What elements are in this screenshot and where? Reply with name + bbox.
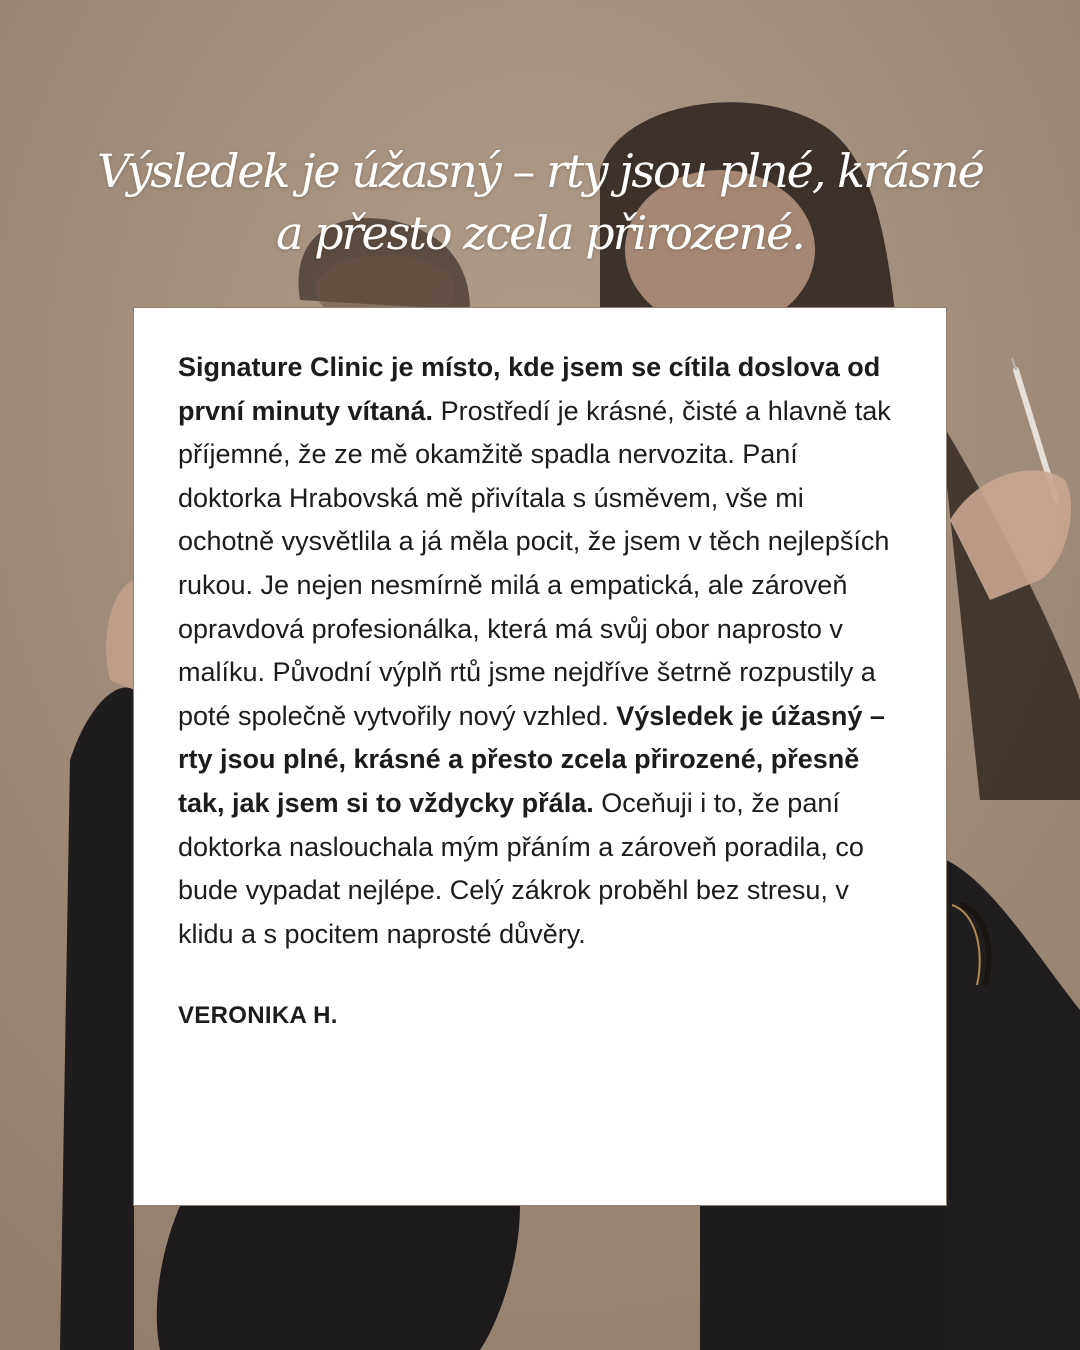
headline-line-1: Výsledek je úžasný – rty jsou plné, krásné xyxy=(97,144,983,198)
testimonial-text xyxy=(178,346,902,956)
headline xyxy=(90,140,990,264)
testimonial-body-2: Oceňuji i to, že paní doktorka naslouchala mým přáním a zároveň poradila, co bude vypadat nejlépe. Celý zákrok proběhl bez stresu, v klidu a s pocitem naprosté důvěry. xyxy=(178,787,864,949)
headline-line-2: a přesto zcela přirozené. xyxy=(276,206,804,260)
testimonial-card xyxy=(133,307,947,1206)
testimonial-author: VERONIKA H. xyxy=(178,1002,338,1030)
testimonial-bold-highlight: Výsledek je úžasný – rty jsou plné, krásné a přesto zcela přirozené, přesně tak, jak jsem si to vždycky přála. xyxy=(178,700,885,818)
testimonial-bold-intro: Signature Clinic je místo, kde jsem se cítila doslova od první minuty vítaná. xyxy=(178,352,881,426)
testimonial-body-1: Prostředí je krásné, čisté a hlavně tak příjemné, že ze mě okamžitě spadla nervozita. Paní doktorka Hrabovská mě přivítala s úsměvem, vše mi ochotně vysvětlila a já měla pocit, že jsem v těch nejlepších rukou. Je nejen nesmírně milá a empatická, ale zároveň opravdová profesionálka, která má svůj obor naprosto v malíku. Původní výplň rtů jsme nejdříve šetrně rozpustily a poté společně vytvořily nový vzhled. xyxy=(178,395,891,731)
